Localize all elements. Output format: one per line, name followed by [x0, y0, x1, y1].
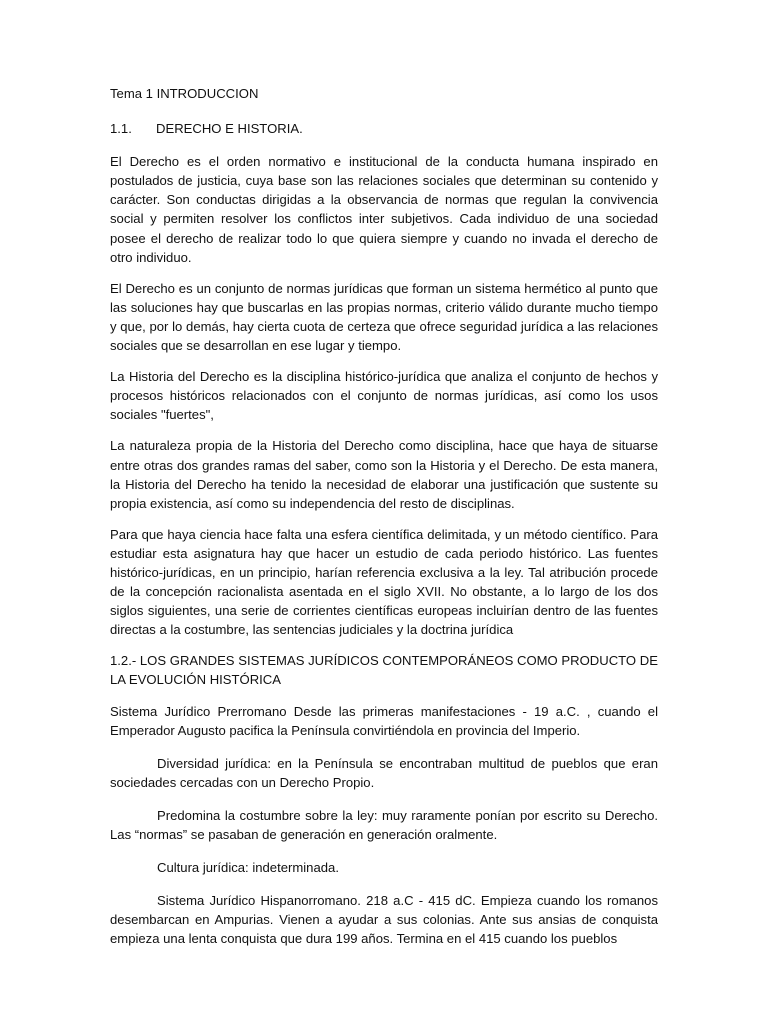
section-number: 1.1.: [110, 121, 132, 137]
paragraph-2: El Derecho es un conjunto de normas jurídicas que forman un sistema hermético al punto que las soluciones hay que buscarlas en las propias normas, criterio válido durante mucho tiempo y que, por lo demás, hay cierta cuota de certeza que ofrece seguridad jurídica a las relaciones sociales que se desarrollan en ese lugar y tiempo.: [110, 280, 658, 354]
section-title: DERECHO E HISTORIA.: [156, 121, 303, 137]
paragraph-1: El Derecho es el orden normativo e institucional de la conducta humana inspirado en postulados de justicia, cuya base son las relaciones sociales que determinan su contenido y carácter. Son conductas dirigidas a la observancia de normas que regulan la convivencia social y permiten resolver los conflictos inter subjetivos. Cada individuo de una sociedad posee el derecho de realizar todo lo que quiera siempre y cuando no invada el derecho de otro individuo.: [110, 154, 658, 265]
section-heading-2: 1.2.- LOS GRANDES SISTEMAS JURÍDICOS CONTEMPORÁNEOS COMO PRODUCTO DE LA EVOLUCIÓN HISTÓRICA: [110, 653, 658, 688]
paragraph-cultura: Cultura jurídica: indeterminada.: [157, 860, 339, 876]
paragraph-costumbre: Predomina la costumbre sobre la ley: muy raramente ponían por escrito su Derecho. Las “normas” se pasaban de generación en generación oralmente.: [110, 807, 658, 842]
paragraph-5: Para que haya ciencia hace falta una esfera científica delimitada, y un método científico. Para estudiar esta asignatura hay que hacer un estudio de cada periodo histórico. Las fuentes histórico-jurídicas, en un principio, harían referencia exclusiva a la ley. Tal atribución procede de la concepción racionalista asentada en el siglo XVII. No obstante, a lo largo de los dos siglos siguientes, una serie de corrientes científicas europeas incluirían dentro de las fuentes directas a la costumbre, las sentencias judiciales y la doctrina jurídica: [110, 526, 658, 638]
paragraph-diversidad: Diversidad jurídica: en la Península se encontraban multitud de pueblos que eran sociedades cercadas con un Derecho Propio.: [110, 755, 658, 790]
paragraph-prerromano: Sistema Jurídico Prerromano Desde las primeras manifestaciones - 19 a.C. , cuando el Emperador Augusto pacifica la Península convirtiéndola en provincia del Imperio.: [110, 703, 658, 738]
paragraph-4: La naturaleza propia de la Historia del Derecho como disciplina, hace que haya de situarse entre otras dos grandes ramas del saber, como son la Historia y el Derecho. De esta manera, la Historia del Derecho ha tenido la necesidad de elaborar una justificación que sustente su propia existencia, así como su independencia del resto de disciplinas.: [110, 438, 658, 511]
paragraph-hispanorromano: Sistema Jurídico Hispanorromano. 218 a.C - 415 dC. Empieza cuando los romanos desembarcan en Ampurias. Vienen a ayudar a sus colonias. Ante sus ansias de conquista empieza una lenta conquista que dura 199 años. Termina en el 415 cuando los pueblos: [110, 893, 658, 947]
section-heading-1: [110, 119, 658, 138]
paragraph-3: La Historia del Derecho es la disciplina histórico-jurídica que analiza el conjunto de hechos y procesos históricos relacionados con el conjunto de normas jurídicas, así como los usos sociales "fuertes",: [110, 369, 658, 423]
document-title: Tema 1 INTRODUCCION: [110, 86, 259, 101]
